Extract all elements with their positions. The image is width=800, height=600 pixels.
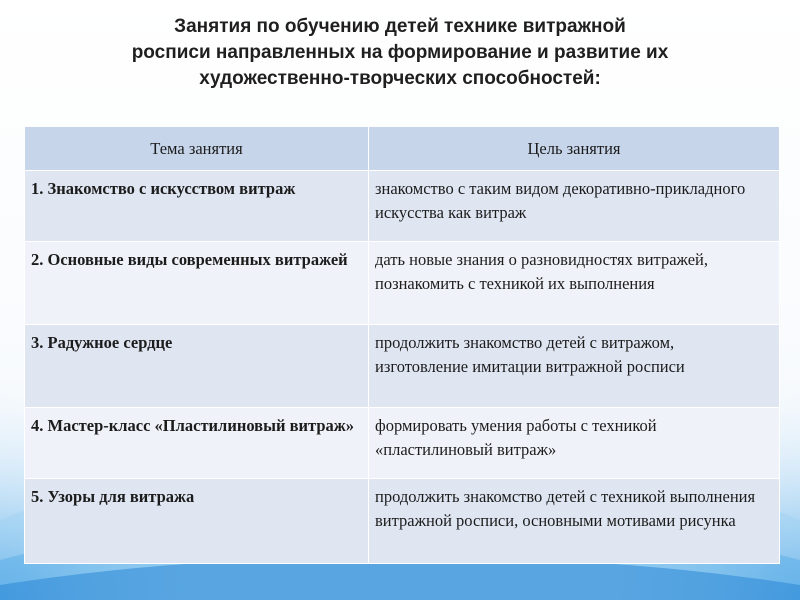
lesson-topic-cell: 1. Знакомство с искусством витраж <box>25 171 369 242</box>
lesson-goal-cell: продолжить знакомство детей с техникой выполнения витражной росписи, основными мотивами рисунка <box>369 479 780 564</box>
lesson-goal-cell: формировать умения работы с техникой «пластилиновый витраж» <box>369 408 780 479</box>
column-header-goal: Цель занятия <box>369 127 780 171</box>
lesson-topic-cell: 2. Основные виды современных витражей <box>25 242 369 325</box>
table-row <box>25 325 780 408</box>
title-line-2: росписи направленных на формирование и развитие их <box>131 42 669 63</box>
column-header-topic: Тема занятия <box>25 127 369 171</box>
lesson-topic-cell: 5. Узоры для витража <box>25 479 369 564</box>
table-header-row <box>25 127 780 171</box>
table-row <box>25 242 780 325</box>
table-row <box>25 479 780 564</box>
lesson-goal-cell: продолжить знакомство детей с витражом, изготовление имитации витражной росписи <box>369 325 780 408</box>
lesson-goal-cell: знакомство с таким видом декоративно-прикладного искусства как витраж <box>369 171 780 242</box>
lesson-goal-cell: дать новые знания о разновидностях витражей, познакомить с техникой их выполнения <box>369 242 780 325</box>
slide-title <box>40 14 760 92</box>
title-line-3: художественно-творческих способностей: <box>199 68 601 89</box>
table-row <box>25 171 780 242</box>
lesson-topic-cell: 4. Мастер-класс «Пластилиновый витраж» <box>25 408 369 479</box>
title-line-1: Занятия по обучению детей технике витражной <box>174 16 626 37</box>
lesson-topic-cell: 3. Радужное сердце <box>25 325 369 408</box>
table-row <box>25 408 780 479</box>
lessons-table <box>24 126 780 564</box>
